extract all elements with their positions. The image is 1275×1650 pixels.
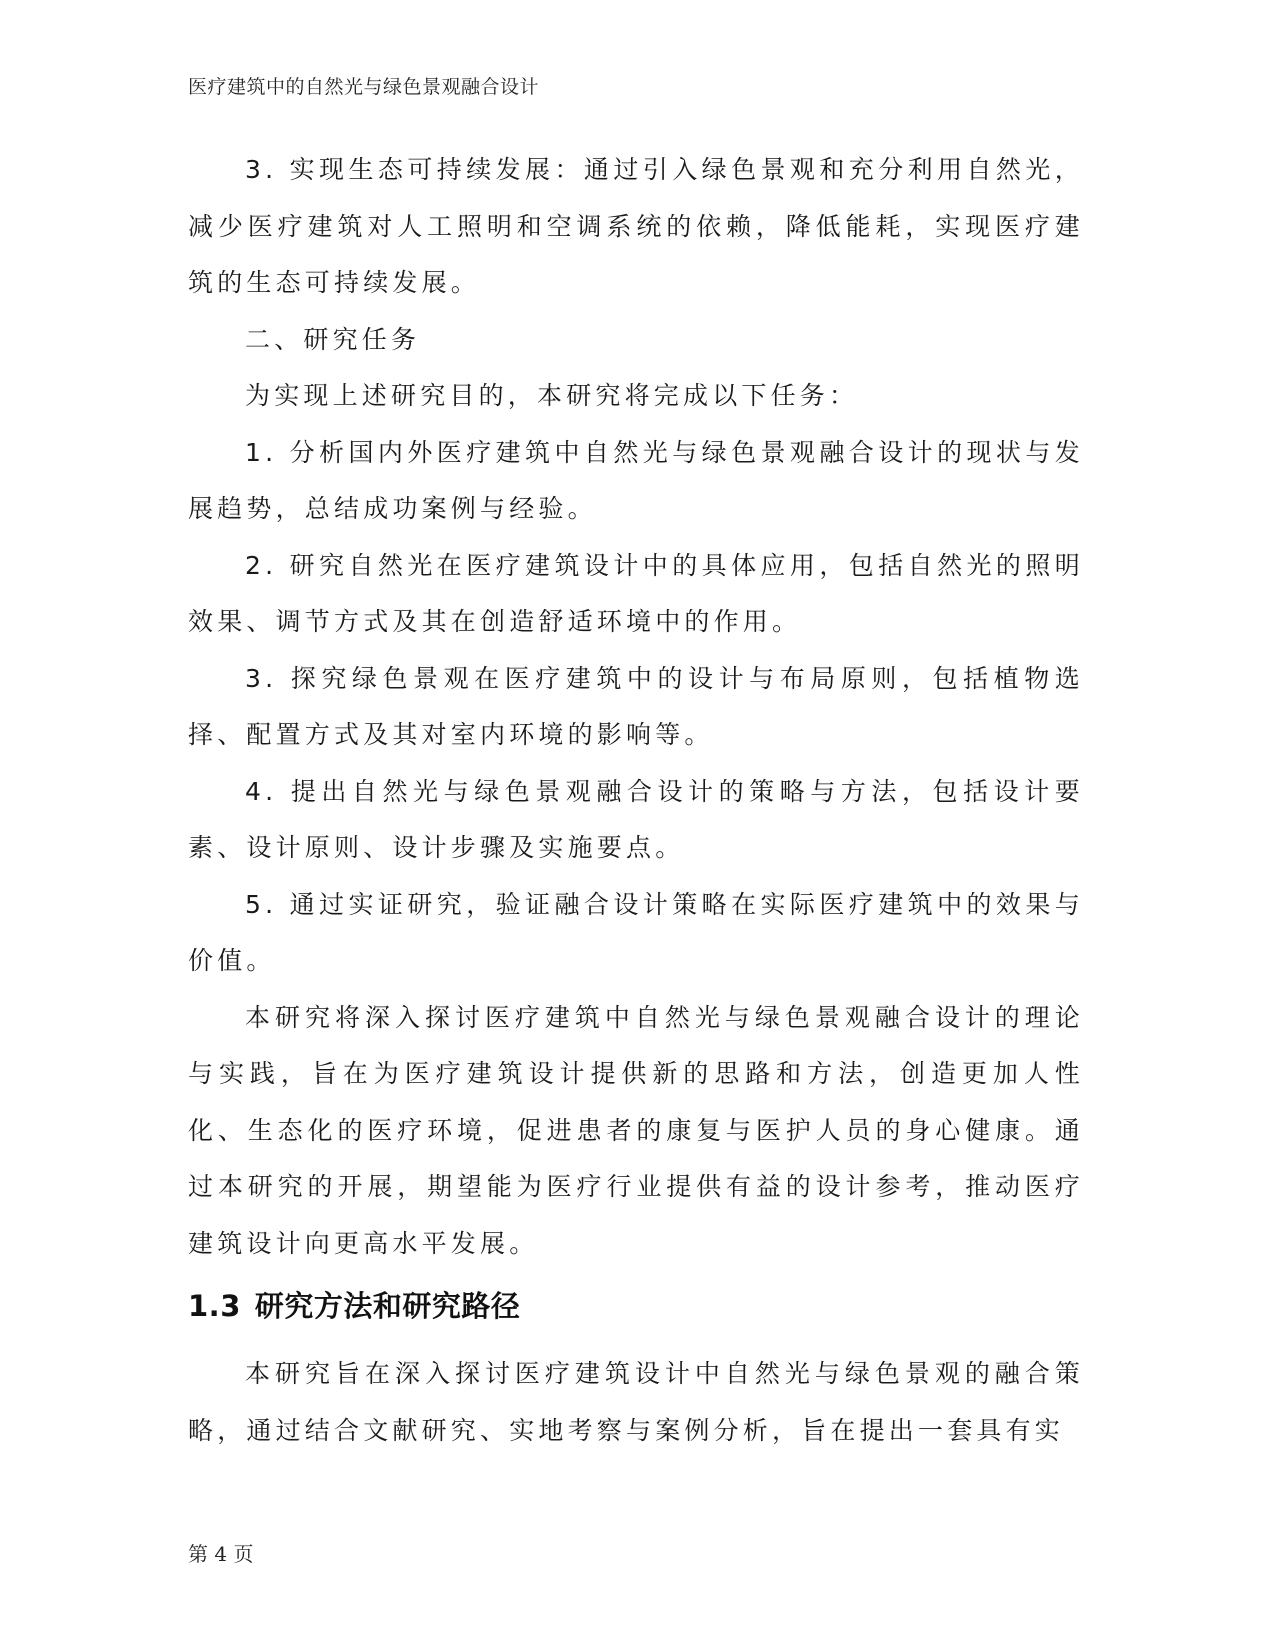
list-item-task-3: 3. 探究绿色景观在医疗建筑中的设计与布局原则，包括植物选择、配置方式及其对室内环境的影响等。	[188, 663, 1084, 749]
section-heading	[188, 1276, 1084, 1336]
paragraph-goal-3: 3. 实现生态可持续发展：通过引入绿色景观和充分利用自然光，减少医疗建筑对人工照明和空调系统的依赖，降低能耗，实现医疗建筑的生态可持续发展。	[188, 155, 1084, 297]
subheading-research-tasks: 二、研究任务	[245, 324, 421, 354]
document-body	[188, 142, 1084, 1459]
paragraph-tasks-intro: 为实现上述研究目的，本研究将完成以下任务：	[245, 381, 859, 410]
section-title: 研究方法和研究路径	[254, 1289, 521, 1323]
list-item-task-1: 1. 分析国内外医疗建筑中自然光与绿色景观融合设计的现状与发展趋势，总结成功案例与经验。	[188, 437, 1084, 523]
list-item-task-2: 2. 研究自然光在医疗建筑设计中的具体应用，包括自然光的照明效果、调节方式及其在创造舒适环境中的作用。	[188, 550, 1084, 636]
running-header: 医疗建筑中的自然光与绿色景观融合设计	[188, 76, 540, 98]
paragraph-methods: 本研究旨在深入探讨医疗建筑设计中自然光与绿色景观的融合策略，通过结合文献研究、实地考察与案例分析，旨在提出一套具有实	[188, 1359, 1084, 1445]
list-item-task-4: 4. 提出自然光与绿色景观融合设计的策略与方法，包括设计要素、设计原则、设计步骤及实施要点。	[188, 776, 1084, 862]
section-number: 1.3	[188, 1289, 241, 1323]
list-item-task-5: 5. 通过实证研究，验证融合设计策略在实际医疗建筑中的效果与价值。	[188, 889, 1084, 975]
page-number: 第 4 页	[188, 1542, 254, 1566]
paragraph-summary: 本研究将深入探讨医疗建筑中自然光与绿色景观融合设计的理论与实践，旨在为医疗建筑设计提供新的思路和方法，创造更加人性化、生态化的医疗环境，促进患者的康复与医护人员的身心健康。通过本研究的开展，期望能为医疗行业提供有益的设计参考，推动医疗建筑设计向更高水平发展。	[188, 1002, 1084, 1258]
